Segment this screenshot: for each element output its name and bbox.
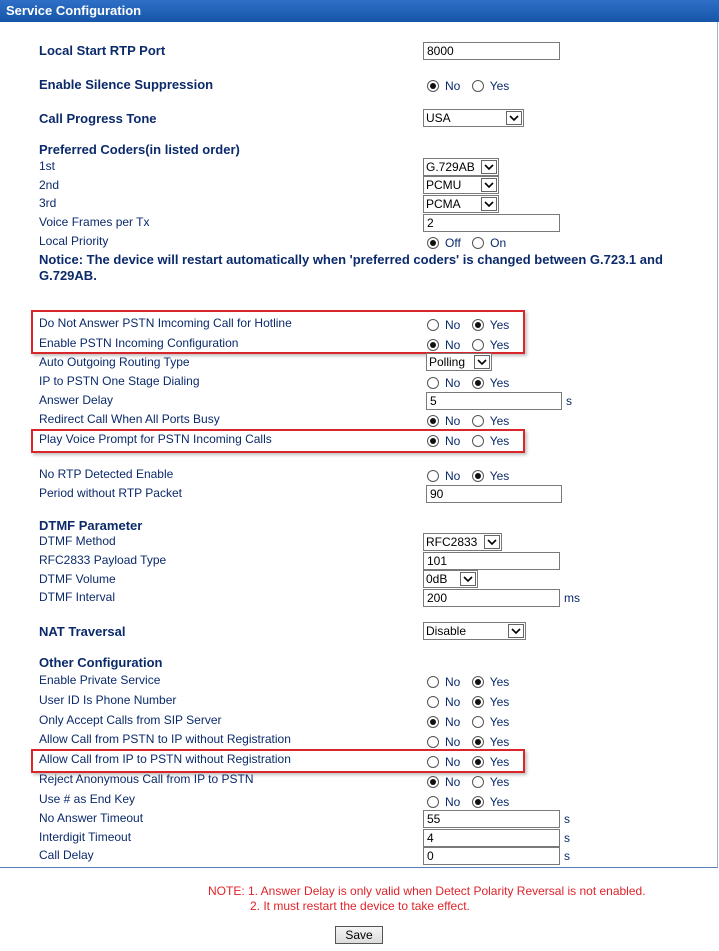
answer-delay-label: Answer Delay — [39, 393, 114, 407]
call-delay-unit: s — [564, 849, 570, 863]
dtmf-method-value: RFC2833 — [426, 535, 478, 549]
ip-to-pstn-label: Allow Call from IP to PSTN without Registration — [39, 752, 291, 766]
pstn-incoming-no-radio[interactable] — [427, 339, 439, 351]
silence-yes-text: Yes — [489, 79, 510, 93]
one-stage-yes-text: Yes — [489, 376, 510, 390]
rtp-period-label: Period without RTP Packet — [39, 486, 182, 500]
voice-prompt-yes-text: Yes — [489, 434, 510, 448]
silence-suppression-radios — [427, 79, 517, 95]
voice-prompt-no-text: No — [445, 434, 461, 448]
hotline-yes-radio[interactable] — [472, 319, 484, 331]
one-stage-no-text: No — [445, 376, 461, 390]
ip-to-pstn-yes-text: Yes — [489, 755, 510, 769]
private-yes-radio[interactable] — [472, 676, 484, 688]
payload-type-input[interactable]: 101 — [423, 552, 560, 570]
dtmf-volume-select[interactable] — [423, 570, 478, 588]
preferred-coders-heading: Preferred Coders(in listed order) — [39, 142, 240, 157]
coder-2nd-label: 2nd — [39, 178, 60, 192]
no-rtp-no-text: No — [445, 469, 461, 483]
private-yes-text: Yes — [489, 675, 510, 689]
no-rtp-enable-radios — [427, 469, 517, 485]
one-stage-dialing-label: IP to PSTN One Stage Dialing — [39, 374, 200, 388]
chevron-down-icon — [481, 197, 497, 211]
chevron-down-icon — [460, 572, 476, 586]
reject-anon-no-text: No — [445, 775, 461, 789]
call-progress-tone-label: Call Progress Tone — [39, 111, 157, 126]
hotline-yes-text: Yes — [489, 318, 510, 332]
voice-prompt-no-radio[interactable] — [427, 435, 439, 447]
chevron-down-icon — [474, 355, 490, 369]
only-sip-label: Only Accept Calls from SIP Server — [39, 713, 222, 727]
coder-1st-select[interactable] — [423, 158, 499, 176]
hotline-radios — [427, 318, 517, 334]
pstn-to-ip-no-text: No — [445, 735, 461, 749]
coder-1st-label: 1st — [39, 159, 56, 173]
dtmf-interval-label: DTMF Interval — [39, 590, 116, 604]
nat-traversal-value: Disable — [426, 624, 467, 638]
pstn-incoming-radios — [427, 338, 517, 354]
voice-frames-input[interactable]: 2 — [423, 214, 560, 232]
dtmf-heading: DTMF Parameter — [39, 518, 143, 533]
payload-type-label: RFC2833 Payload Type — [39, 553, 167, 567]
end-key-no-radio[interactable] — [427, 796, 439, 808]
dtmf-volume-label: DTMF Volume — [39, 572, 116, 586]
priority-on-text: On — [490, 236, 507, 250]
end-key-no-text: No — [445, 795, 461, 809]
private-no-text: No — [445, 675, 461, 689]
redirect-call-label: Redirect Call When All Ports Busy — [39, 412, 220, 426]
end-key-label: Use # as End Key — [39, 792, 136, 806]
redirect-no-text: No — [445, 414, 461, 428]
chevron-down-icon — [506, 111, 522, 125]
no-answer-timeout-unit: s — [564, 812, 570, 826]
dtmf-interval-input[interactable]: 200 — [423, 589, 560, 607]
private-service-label: Enable Private Service — [39, 673, 161, 687]
save-button[interactable]: Save — [335, 926, 383, 944]
one-stage-no-radio[interactable] — [427, 377, 439, 389]
chevron-down-icon — [481, 178, 497, 192]
pstn-incoming-no-text: No — [445, 338, 461, 352]
page-title: Service Configuration — [0, 0, 719, 22]
priority-on-radio[interactable] — [472, 237, 484, 249]
ip-to-pstn-radios — [427, 755, 517, 771]
coder-1st-value: G.729AB — [426, 160, 475, 174]
userid-no-radio[interactable] — [427, 696, 439, 708]
routing-type-label: Auto Outgoing Routing Type — [39, 355, 190, 369]
dtmf-method-select[interactable] — [423, 533, 502, 551]
one-stage-yes-radio[interactable] — [472, 377, 484, 389]
pstn-incoming-label: Enable PSTN Incoming Configuration — [39, 336, 239, 350]
no-answer-timeout-label: No Answer Timeout — [39, 811, 144, 825]
only-sip-no-radio[interactable] — [427, 716, 439, 728]
rtp-period-input[interactable]: 90 — [426, 485, 562, 503]
ip-to-pstn-yes-radio[interactable] — [472, 756, 484, 768]
note-line-2: 2. It must restart the device to take effect. — [250, 899, 470, 913]
end-key-yes-text: Yes — [489, 795, 510, 809]
coder-2nd-select[interactable] — [423, 176, 499, 194]
voice-frames-label: Voice Frames per Tx — [39, 215, 150, 229]
local-priority-label: Local Priority — [39, 234, 109, 248]
pstn-to-ip-yes-radio[interactable] — [472, 736, 484, 748]
pstn-to-ip-yes-text: Yes — [489, 735, 510, 749]
answer-delay-input[interactable]: 5 — [426, 392, 562, 410]
ip-to-pstn-no-text: No — [445, 755, 461, 769]
reject-anon-no-radio[interactable] — [427, 776, 439, 788]
no-rtp-yes-radio[interactable] — [472, 470, 484, 482]
note-line-1: NOTE: 1. Answer Delay is only valid when Detect Polarity Reversal is not enabled. — [208, 884, 646, 898]
rtp-port-label: Local Start RTP Port — [39, 43, 166, 58]
silence-suppression-label: Enable Silence Suppression — [39, 77, 214, 92]
one-stage-dialing-radios — [427, 376, 517, 392]
userid-yes-radio[interactable] — [472, 696, 484, 708]
reject-anon-yes-text: Yes — [489, 775, 510, 789]
hotline-no-radio[interactable] — [427, 319, 439, 331]
only-sip-radios — [427, 715, 517, 731]
voice-prompt-radios — [427, 434, 517, 450]
only-sip-no-text: No — [445, 715, 461, 729]
call-delay-input[interactable]: 0 — [423, 847, 560, 865]
silence-no-radio[interactable] — [427, 80, 439, 92]
reject-anonymous-label: Reject Anonymous Call from IP to PSTN — [39, 772, 254, 786]
redirect-call-radios — [427, 414, 517, 430]
voice-prompt-yes-radio[interactable] — [472, 435, 484, 447]
routing-type-value: Polling — [429, 355, 466, 369]
only-sip-yes-radio[interactable] — [472, 716, 484, 728]
chevron-down-icon — [508, 624, 524, 638]
ip-to-pstn-no-radio[interactable] — [427, 756, 439, 768]
userid-yes-text: Yes — [489, 695, 510, 709]
only-sip-yes-text: Yes — [489, 715, 510, 729]
call-progress-tone-select[interactable] — [423, 109, 524, 127]
coder-3rd-value: PCMA — [426, 197, 461, 211]
dtmf-interval-unit: ms — [564, 591, 580, 605]
nat-traversal-label: NAT Traversal — [39, 624, 126, 639]
nat-traversal-select[interactable] — [423, 622, 526, 640]
interdigit-timeout-unit: s — [564, 831, 570, 845]
private-no-radio[interactable] — [427, 676, 439, 688]
answer-delay-unit: s — [566, 394, 572, 408]
other-config-heading: Other Configuration — [39, 655, 163, 670]
no-rtp-enable-label: No RTP Detected Enable — [39, 467, 174, 481]
interdigit-timeout-input[interactable]: 4 — [423, 829, 560, 847]
coder-2nd-value: PCMU — [426, 178, 462, 192]
silence-no-text: No — [445, 79, 461, 93]
routing-type-select[interactable] — [426, 353, 492, 371]
coders-notice: Notice: The device will restart automatically when 'preferred coders' is changed between G.723.1 and G.729AB. — [39, 252, 663, 283]
dtmf-method-label: DTMF Method — [39, 534, 116, 548]
voice-prompt-label: Play Voice Prompt for PSTN Incoming Calls — [39, 432, 272, 446]
hotline-label: Do Not Answer PSTN Imcoming Call for Hotline — [39, 316, 292, 330]
no-rtp-yes-text: Yes — [489, 469, 510, 483]
priority-off-text: Off — [445, 236, 461, 250]
no-answer-timeout-input[interactable]: 55 — [423, 810, 560, 828]
chevron-down-icon — [481, 160, 497, 174]
end-key-radios — [427, 795, 517, 811]
priority-off-radio[interactable] — [427, 237, 439, 249]
no-rtp-no-radio[interactable] — [427, 470, 439, 482]
coder-3rd-select[interactable] — [423, 195, 499, 213]
silence-yes-radio[interactable] — [472, 80, 484, 92]
pstn-incoming-yes-radio[interactable] — [472, 339, 484, 351]
redirect-no-radio[interactable] — [427, 415, 439, 427]
redirect-yes-text: Yes — [489, 414, 510, 428]
end-key-yes-radio[interactable] — [472, 796, 484, 808]
pstn-incoming-yes-text: Yes — [489, 338, 510, 352]
userid-phone-label: User ID Is Phone Number — [39, 693, 177, 707]
userid-phone-radios — [427, 695, 517, 711]
coder-3rd-label: 3rd — [39, 196, 57, 210]
pstn-to-ip-label: Allow Call from PSTN to IP without Registration — [39, 732, 291, 746]
hotline-no-text: No — [445, 318, 461, 332]
rtp-port-input[interactable]: 8000 — [423, 42, 560, 60]
dtmf-volume-value: 0dB — [426, 572, 448, 586]
call-progress-tone-value: USA — [426, 111, 451, 125]
reject-anonymous-radios — [427, 775, 517, 791]
userid-no-text: No — [445, 695, 461, 709]
reject-anon-yes-radio[interactable] — [472, 776, 484, 788]
pstn-to-ip-no-radio[interactable] — [427, 736, 439, 748]
local-priority-radios — [427, 236, 514, 252]
private-service-radios — [427, 675, 517, 691]
chevron-down-icon — [484, 535, 500, 549]
call-delay-label: Call Delay — [39, 848, 94, 862]
redirect-yes-radio[interactable] — [472, 415, 484, 427]
interdigit-timeout-label: Interdigit Timeout — [39, 830, 132, 844]
